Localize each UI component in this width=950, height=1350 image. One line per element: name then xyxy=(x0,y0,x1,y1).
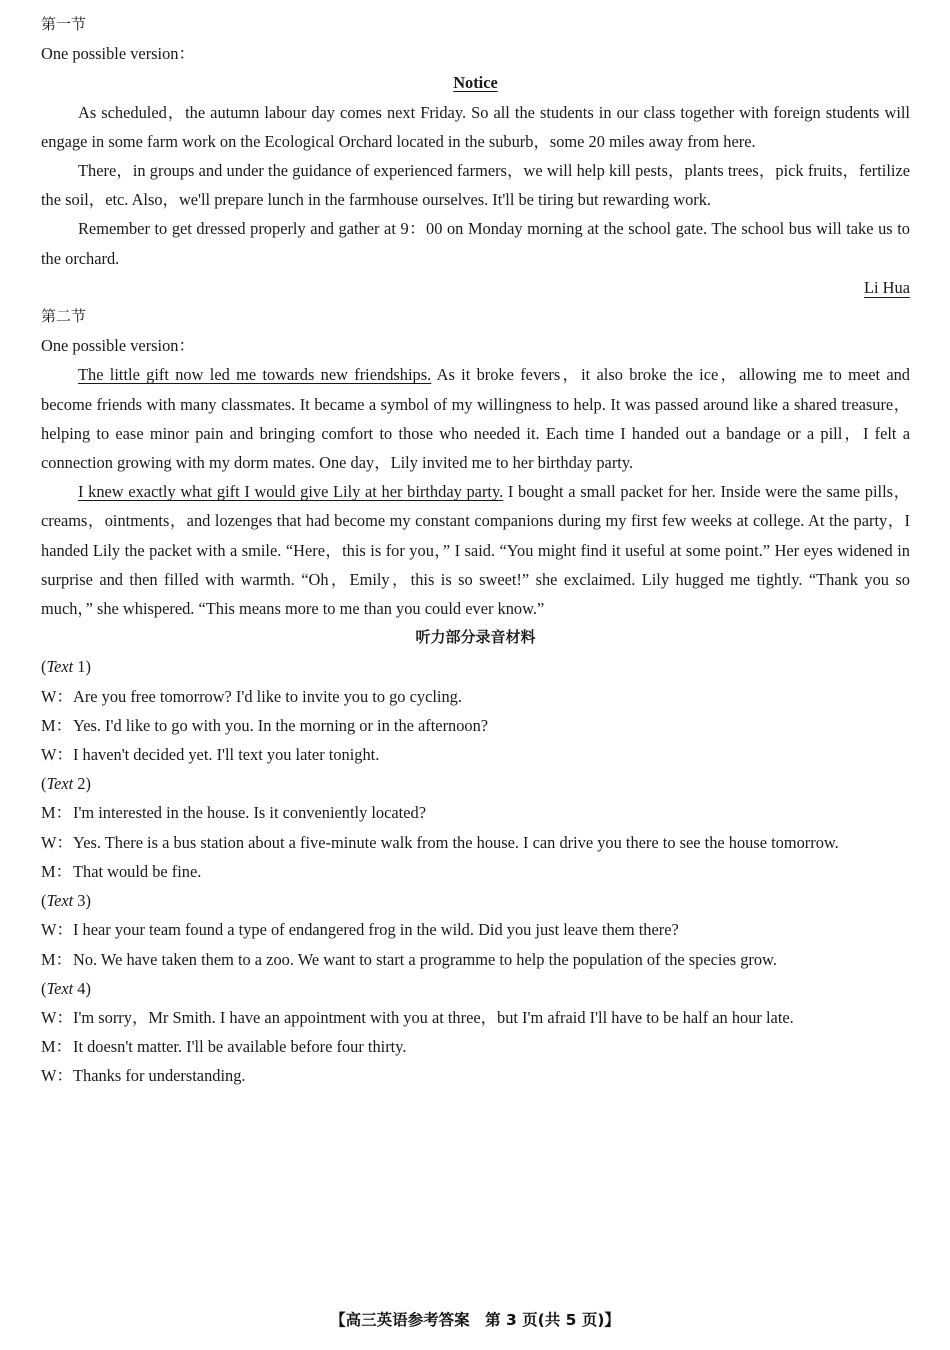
dialogue-line xyxy=(41,1061,910,1090)
signature: Li Hua xyxy=(864,277,910,297)
dialogue-line xyxy=(41,915,910,944)
signature-row xyxy=(41,273,910,302)
text-label-word: Text xyxy=(46,978,74,998)
utterance: That would be fine. xyxy=(73,861,202,881)
speaker-label: M： xyxy=(41,715,72,735)
story-lead-sentence: I knew exactly what gift I would give Lily at her birthday party. xyxy=(78,482,504,502)
story-paragraph xyxy=(41,477,910,623)
utterance: It doesn't matter. I'll be available before four thirty. xyxy=(73,1037,407,1057)
listening-title: 听力部分录音材料 xyxy=(415,628,536,647)
notice-paragraph: As scheduled，the autumn labour day comes next Friday. So all the students in our class together with foreign students will engage in some farm work on the Ecological Orchard located in the suburb，some 20 miles away from here. xyxy=(41,102,910,151)
dialogue-line xyxy=(41,857,910,886)
speaker-label: W： xyxy=(41,1007,73,1027)
story-paragraph-text: I bought a small packet for her. Inside were the same pills，creams，ointments，and lozenges that had become my constant companions during my first few weeks at college. At the party，I handed Lily the packet with a smile. “Here，this is for you，” I said. “You might find it useful at some point.” Her eyes widened in surprise and then filled with warmth. “Oh，Emily，this is so sweet!” she exclaimed. Lily hugged me tightly. “Thank you so much，” she whispered. “This means more to me than you could ever know.” xyxy=(41,482,910,619)
speaker-label: M： xyxy=(41,803,72,823)
section-1-heading: 第一节 xyxy=(41,15,87,33)
text-label: (Text 2) xyxy=(41,774,91,794)
speaker-label: M： xyxy=(41,949,72,969)
speaker-label: M： xyxy=(41,1037,72,1057)
dialogue-line xyxy=(41,798,910,827)
dialogue-line xyxy=(41,1003,910,1032)
speaker-label: W： xyxy=(41,745,73,765)
utterance: Yes. I'd like to go with you. In the morning or in the afternoon? xyxy=(73,715,489,735)
utterance: Thanks for understanding. xyxy=(73,1066,246,1086)
section-1-version-label: One possible version： xyxy=(41,44,195,64)
speaker-label: W： xyxy=(41,832,73,852)
notice-paragraph: There，in groups and under the guidance of experienced farmers，we will help kill pests，plants trees，pick fruits，fertilize the soil，etc. Also，we'll prepare lunch in the farmhouse ourselves. It'll be tiring but rewarding work. xyxy=(41,161,910,210)
speaker-label: W： xyxy=(41,686,73,706)
utterance: I hear your team found a type of endangered frog in the wild. Did you just leave them there? xyxy=(73,920,679,940)
dialogue-line xyxy=(41,945,910,974)
speaker-label: M： xyxy=(41,861,72,881)
utterance: I'm interested in the house. Is it conveniently located? xyxy=(73,803,426,823)
text-label-number: 1 xyxy=(77,657,86,677)
dialogue-line xyxy=(41,740,910,769)
utterance: Yes. There is a bus station about a five-minute walk from the house. I can drive you there to see the house tomorrow. xyxy=(73,832,839,852)
utterance: I'm sorry，Mr Smith. I have an appointment with you at three，but I'm afraid I'll have to be half an hour late. xyxy=(73,1007,794,1027)
text-label-number: 3 xyxy=(77,891,86,911)
speaker-label: W： xyxy=(41,920,73,940)
text-label-number: 2 xyxy=(77,774,86,794)
section-2-heading: 第二节 xyxy=(41,307,87,326)
story-paragraph-text: As it broke fevers，it also broke the ice，allowing me to meet and become friends with many classmates. It became a symbol of my willingness to help. It was passed around like a shared treasure，helping to ease minor pain and bringing comfort to those who needed it. Each time I handed out a bandage or a pill，I felt a connection growing with my dorm mates. One day，Lily invited me to her birthday party. xyxy=(41,365,911,473)
dialogue-line xyxy=(41,828,910,857)
dialogue-line xyxy=(41,1032,910,1061)
dialogue-line xyxy=(41,711,910,740)
notice-title: Notice xyxy=(453,73,498,93)
utterance: I haven't decided yet. I'll text you later tonight. xyxy=(73,745,380,765)
text-label: (Text 4) xyxy=(41,978,91,998)
speaker-label: W： xyxy=(41,1066,73,1086)
story-lead-sentence: The little gift now led me towards new friendships. xyxy=(78,365,432,385)
notice-paragraph: Remember to get dressed properly and gather at 9：00 on Monday morning at the school gate. The school bus will take us to the orchard. xyxy=(41,219,910,268)
utterance: No. We have taken them to a zoo. We want to start a programme to help the population of the species grow. xyxy=(73,949,777,969)
text-label: (Text 1) xyxy=(41,657,91,677)
dialogue-line xyxy=(41,682,910,711)
section-2-version-label: One possible version： xyxy=(41,336,195,356)
story-paragraph xyxy=(41,360,910,477)
page-footer: 【高三英语参考答案 第 3 页(共 5 页)】 xyxy=(330,1311,620,1329)
answer-page xyxy=(41,10,910,1091)
text-label: (Text 3) xyxy=(41,891,91,911)
text-label-number: 4 xyxy=(77,978,86,998)
text-label-word: Text xyxy=(46,657,74,677)
utterance: Are you free tomorrow? I'd like to invite you to go cycling. xyxy=(73,686,462,706)
text-label-word: Text xyxy=(46,891,74,911)
text-label-word: Text xyxy=(46,774,74,794)
